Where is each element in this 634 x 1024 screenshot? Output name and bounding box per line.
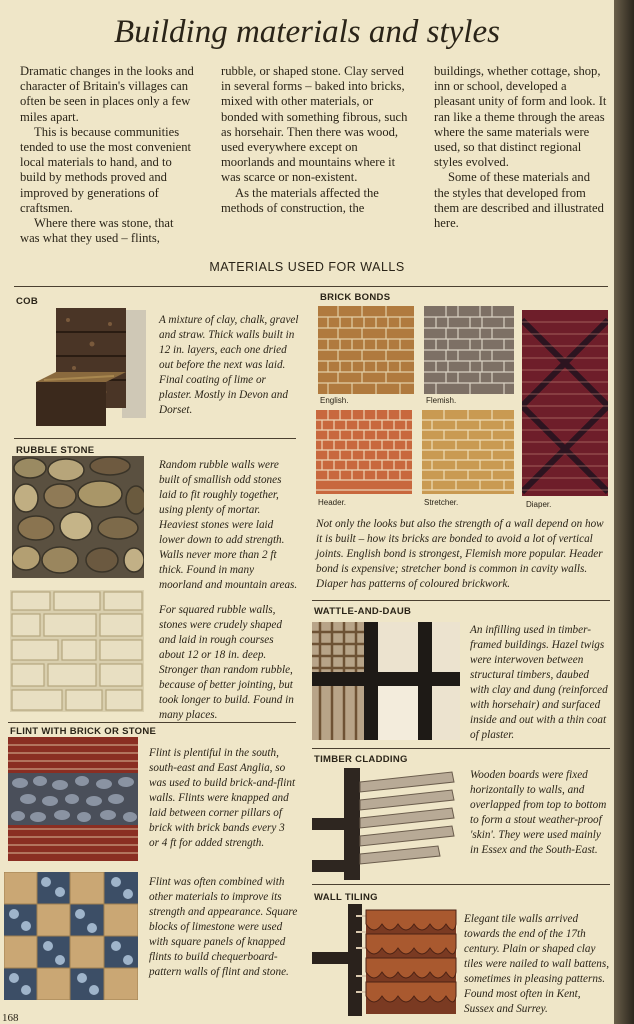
intro-paragraph: buildings, whether cottage, shop, inn or school, developed a pleasant unity of form and look. It ran like a theme through the areas where the same materials were used, so that distinct regional styles evolved.: [434, 64, 607, 170]
page-number: 168: [2, 1012, 19, 1024]
cob-label: COB: [16, 296, 39, 307]
intro-paragraph: Dramatic changes in the looks and character of Britain's villages can often be seen in places only a few miles apart.: [20, 64, 194, 124]
english-bond-caption: English.: [320, 396, 349, 405]
intro-column-2: [221, 64, 409, 216]
header-bond-illustration: [316, 410, 412, 494]
divider: [312, 748, 610, 749]
page-title: Building materials and styles: [114, 14, 500, 50]
wall-tiling-illustration: [312, 904, 458, 1016]
brick-and-flint-description: Flint is plentiful in the south, south-east and East Anglia, so was used to build brick-and-flint walls. Flints were knapped and laid between corner pillars of brick with brick bands every 3 or 4 ft for added strength.: [149, 747, 296, 849]
intro-paragraph: This is because communities tended to use the most convenient local materials to hand, and to build by methods proved and improved by generations of craftsmen.: [20, 124, 192, 215]
divider: [14, 438, 296, 439]
book-edge: [614, 0, 634, 1024]
timber-cladding-illustration: [312, 768, 460, 880]
intro-column-3: [434, 64, 608, 231]
timber-cladding-description: Wooden boards were fixed horizontally to walls, and overlapped from top to bottom to form a stout weather-proof 'skin'. They were used mainly in Essex and the South-East.: [470, 769, 607, 856]
cob-description: A mixture of clay, chalk, gravel and straw. Thick walls built in 12 in. layers, each one dried out before the next was laid. Final coating of lime or plaster. Mostly in Devon and Dorset.: [159, 314, 299, 416]
brick-and-flint-illustration: [8, 737, 138, 861]
rubble-stone-label: RUBBLE STONE: [16, 445, 95, 456]
timber-cladding-label: TIMBER CLADDING: [314, 754, 408, 765]
wall-tiling-description: Elegant tile walls arrived towards the end of the 17th century. Plain or shaped clay tiles were nailed to wall battens, sometimes in pleasing patterns. Found most often in Kent, Sussex and Surrey.: [464, 913, 610, 1015]
brick-bonds-description: Not only the looks but also the strength of a wall depend on how it is built – how its bricks are bonded to avoid a lot of vertical joints. English bond is strongest, Flemish more popular. Header bond is expensive; stretcher bond is common in cavity walls. Diaper has patterns of coloured brickwork.: [316, 518, 604, 590]
diaper-bond-caption: Diaper.: [526, 500, 552, 509]
intro-paragraph: As the materials affected the methods of construction, the: [221, 185, 379, 215]
wall-tiling-label: WALL TILING: [314, 892, 378, 903]
divider: [312, 884, 610, 885]
stretcher-bond-caption: Stretcher.: [424, 498, 459, 507]
intro-column-1: [20, 64, 196, 246]
flint-label: FLINT WITH BRICK OR STONE: [10, 726, 157, 737]
chequerboard-flint-illustration: [4, 872, 138, 1000]
header-bond-caption: Header.: [318, 498, 347, 507]
brick-bonds-label: BRICK BONDS: [320, 292, 391, 303]
wattle-and-daub-illustration: [312, 622, 460, 740]
section-title: MATERIALS USED FOR WALLS: [209, 260, 405, 274]
random-rubble-illustration: [12, 456, 144, 578]
stretcher-bond-illustration: [422, 410, 514, 494]
intro-paragraph: rubble, or shaped stone. Clay served in several forms – baked into bricks, mixed with other materials, or bonded with something fibrous, such as horsehair. Then there was wood, used everywhere except on moorlands and mountains where it was scarce or non-existent.: [221, 64, 408, 185]
flemish-bond-caption: Flemish.: [426, 396, 457, 405]
divider: [312, 600, 610, 601]
random-rubble-description: Random rubble walls were built of smallish odd stones laid to fit roughly together, using plenty of mortar. Heaviest stones were laid lower down to add strength. Walls never more than 2 ft thick. Found in many moorland and mountain areas.: [159, 459, 298, 591]
divider: [8, 722, 296, 723]
intro-paragraph: Some of these materials and the styles that developed from them are described and illustrated here.: [434, 170, 604, 231]
squared-rubble-illustration: [10, 590, 144, 712]
flemish-bond-illustration: [424, 306, 514, 394]
cob-wall-illustration: [34, 304, 148, 430]
section-rule: [14, 286, 608, 287]
chequerboard-description: Flint was often combined with other materials to improve its strength and appearance. Square blocks of limestone were used with square panels of knapped flints to build chequerboard-pattern walls of flint and stone.: [149, 876, 298, 978]
english-bond-illustration: [318, 306, 414, 394]
intro-paragraph: Where there was stone, that was what they used – flints,: [20, 216, 174, 246]
squared-rubble-description: For squared rubble walls, stones were crudely shaped and laid in rough courses about 12 or 18 in. deep. Stronger than random rubble, because of better jointing, but took longer to build. Found in many places.: [159, 604, 294, 721]
wattle-and-daub-label: WATTLE-AND-DAUB: [314, 606, 412, 617]
wattle-and-daub-description: An infilling used in timber-framed buildings. Hazel twigs were interwoven between structural timbers, daubed with clay and dung (reinforced with horsehair) and surfaced inside and out with a thin coat of plaster.: [470, 624, 608, 741]
diaper-bond-illustration: [522, 310, 608, 496]
